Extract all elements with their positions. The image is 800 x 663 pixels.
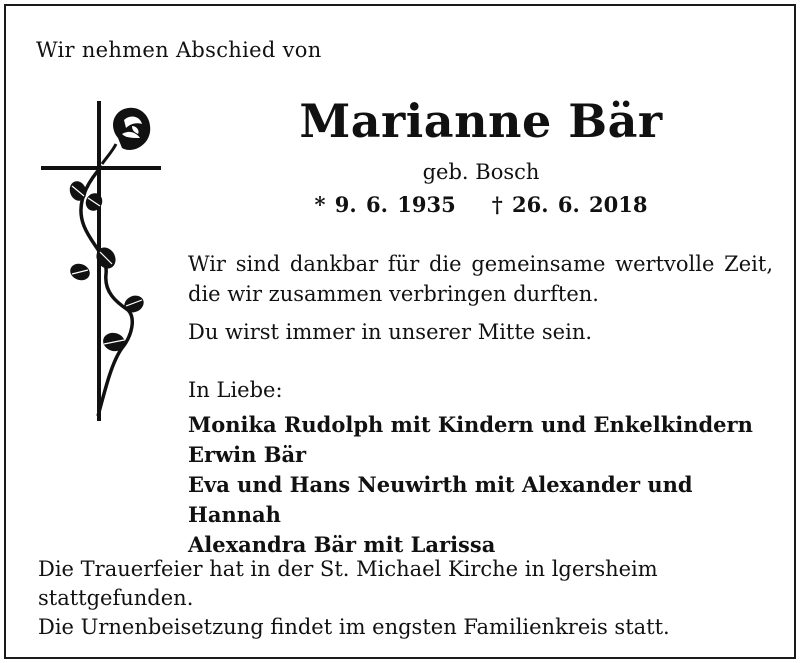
footer-notice <box>38 555 773 642</box>
life-dates <box>186 192 776 217</box>
mourners-heading: In Liebe: <box>188 378 283 402</box>
deceased-name: Marianne Bär <box>299 94 663 148</box>
mourner-item: Erwin Bär <box>188 442 307 467</box>
death-date: † 26. 6. 2018 <box>491 192 648 217</box>
memorial-quote-2: Du wirst immer in unserer Mitte sein. <box>188 320 593 344</box>
mourner-item: Eva und Hans Neuwirth mit Alexander und Hannah <box>188 472 693 527</box>
intro-text: Wir nehmen Abschied von <box>36 38 322 62</box>
mourner-item: Monika Rudolph mit Kindern und Enkelkindern <box>188 412 753 437</box>
cross-with-rose-icon <box>36 96 166 426</box>
obituary-card <box>4 4 796 659</box>
mourners-list <box>188 410 788 560</box>
memorial-quote: Wir sind dankbar für die gemeinsame wertvolle Zeit, die wir zusammen verbringen durften. <box>188 252 773 306</box>
mourner-item: Alexandra Bär mit Larissa <box>188 532 496 557</box>
funeral-service-note: Die Trauerfeier hat in der St. Michael Kirche in lgersheim stattgefunden. <box>38 557 658 610</box>
maiden-name: geb. Bosch <box>422 160 540 184</box>
urn-burial-note: Die Urnenbeisetzung findet im engsten Familienkreis statt. <box>38 615 670 639</box>
birth-date: * 9. 6. 1935 <box>314 192 456 217</box>
